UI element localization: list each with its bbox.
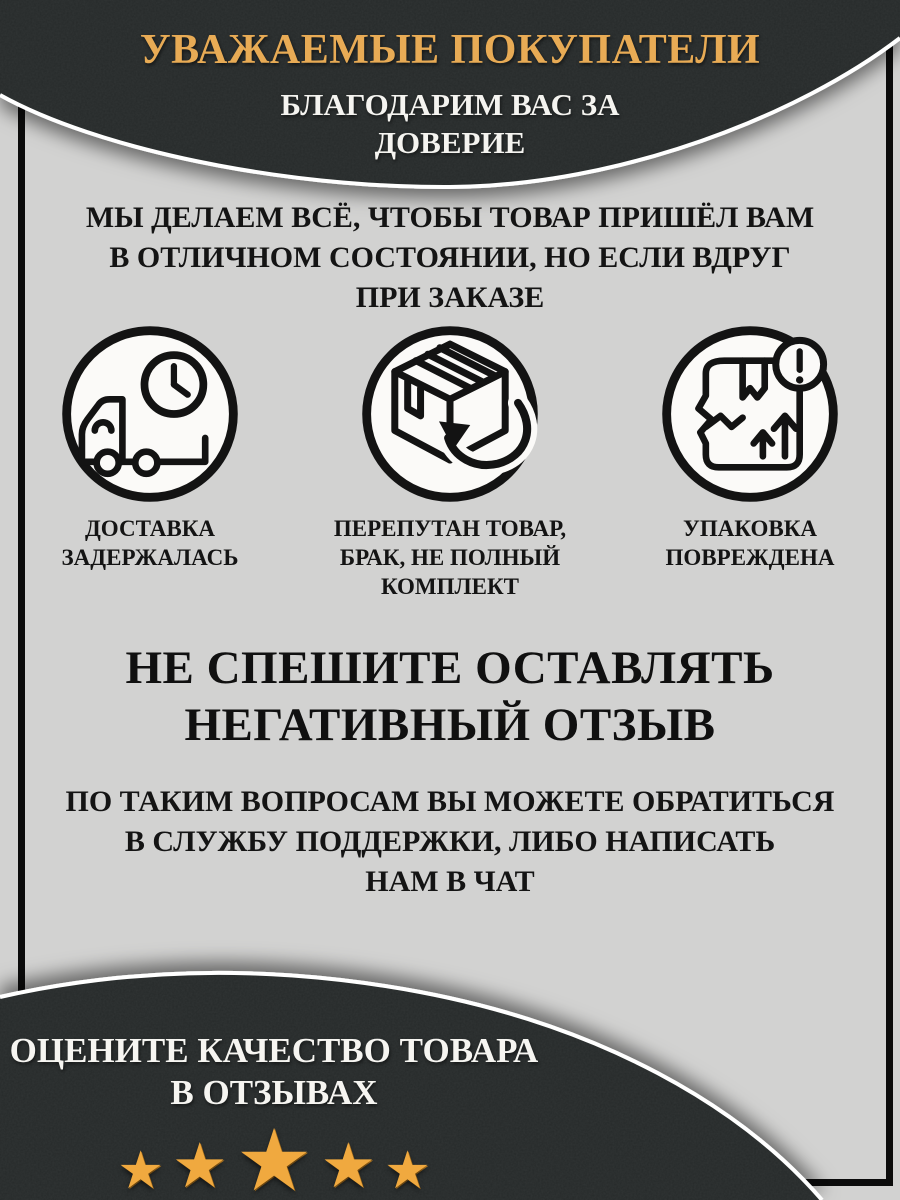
star-icon: ★ bbox=[320, 1133, 377, 1200]
issue-damaged-packaging bbox=[600, 322, 900, 601]
header-subtitle-line: ДОВЕРИЕ bbox=[374, 125, 526, 160]
issue-label: ДОСТАВКА ЗАДЕРЖАЛАСЬ bbox=[61, 516, 239, 570]
intro-line: МЫ ДЕЛАЕМ ВСЁ, ЧТОБЫ ТОВАР ПРИШЁЛ ВАМ bbox=[85, 201, 815, 234]
star-icon: ★ bbox=[235, 1113, 313, 1200]
support-paragraph bbox=[0, 782, 900, 902]
issue-label: ПЕРЕПУТАН ТОВАР, БРАК, НЕ ПОЛНЫЙ КОМПЛЕКТ bbox=[333, 516, 567, 599]
intro-paragraph bbox=[0, 198, 900, 318]
box-return-arrow-icon bbox=[358, 322, 542, 506]
support-line: В СЛУЖБУ ПОДДЕРЖКИ, ЛИБО НАПИСАТЬ bbox=[124, 825, 776, 858]
footer-title-line: В ОТЗЫВАХ bbox=[170, 1073, 378, 1112]
support-line: НАМ В ЧАТ bbox=[365, 865, 535, 898]
star-icon: ★ bbox=[171, 1133, 228, 1200]
delivery-truck-clock-icon bbox=[58, 322, 242, 506]
header-subtitle bbox=[0, 86, 900, 162]
damaged-package-icon bbox=[658, 322, 842, 506]
issue-icons-row bbox=[0, 322, 900, 601]
page-title: УВАЖАЕМЫЕ ПОКУПАТЕЛИ bbox=[139, 27, 761, 73]
footer-title bbox=[0, 1030, 548, 1114]
support-line: ПО ТАКИМ ВОПРОСАМ ВЫ МОЖЕТЕ ОБРАТИТЬСЯ bbox=[65, 785, 835, 818]
main-heading-line: НЕ СПЕШИТЕ ОСТАВЛЯТЬ bbox=[125, 642, 775, 694]
star-icon: ★ bbox=[384, 1143, 431, 1200]
header-subtitle-line: БЛАГОДАРИМ ВАС ЗА bbox=[280, 87, 620, 122]
intro-line: ПРИ ЗАКАЗЕ bbox=[355, 281, 545, 314]
issue-label: УПАКОВКА ПОВРЕЖДЕНА bbox=[665, 516, 835, 570]
main-heading bbox=[0, 640, 900, 754]
star-rating bbox=[0, 1113, 548, 1200]
main-heading-line: НЕГАТИВНЫЙ ОТЗЫВ bbox=[184, 699, 716, 751]
issue-delivery-delayed bbox=[0, 322, 300, 601]
issue-wrong-item bbox=[300, 322, 600, 601]
star-icon: ★ bbox=[117, 1143, 164, 1200]
footer-rating-block bbox=[0, 1030, 548, 1198]
footer-title-line: ОЦЕНИТЕ КАЧЕСТВО ТОВАРА bbox=[9, 1031, 539, 1070]
intro-line: В ОТЛИЧНОМ СОСТОЯНИИ, НО ЕСЛИ ВДРУГ bbox=[109, 241, 791, 274]
